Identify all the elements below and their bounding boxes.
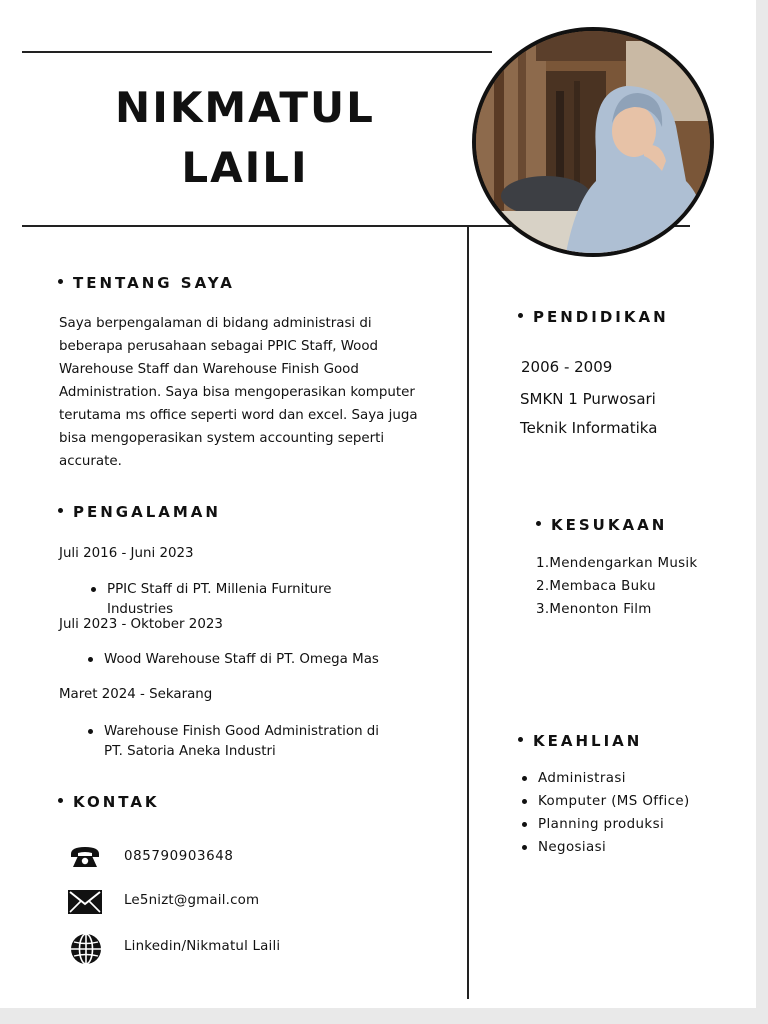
skill-text: Negosiasi <box>538 840 607 855</box>
education-title: PENDIDIKAN <box>533 308 669 326</box>
globe-icon <box>69 933 103 965</box>
list-bullet <box>88 729 93 734</box>
about-line: Saya berpengalaman di bidang administrasi di <box>59 316 372 331</box>
hobby-item: 3.Menonton Film <box>536 602 652 617</box>
heading-bullet <box>58 508 63 513</box>
education-school: SMKN 1 Purwosari <box>520 390 656 408</box>
hobby-item: 1.Mendengarkan Musik <box>536 556 698 571</box>
profile-photo <box>472 27 714 257</box>
role-line: PPIC Staff di PT. Millenia Furniture <box>107 582 332 597</box>
list-bullet <box>88 657 93 662</box>
heading-bullet <box>536 521 541 526</box>
heading-bullet <box>58 279 63 284</box>
linkedin-link[interactable]: Linkedin/Nikmatul Laili <box>124 939 281 954</box>
hobby-text: Menonton Film <box>549 602 652 617</box>
list-bullet <box>91 587 96 592</box>
about-heading <box>58 274 235 292</box>
about-title: TENTANG SAYA <box>73 274 235 292</box>
education-major: Teknik Informatika <box>520 419 658 437</box>
hobbies-heading <box>536 516 667 534</box>
list-bullet <box>522 845 527 850</box>
name-line-1: NIKMATUL <box>115 83 375 132</box>
contact-title: KONTAK <box>73 793 160 811</box>
skill-text: Komputer (MS Office) <box>538 794 690 809</box>
envelope-icon <box>68 888 102 916</box>
heading-bullet <box>58 798 63 803</box>
about-line: Warehouse Staff dan Warehouse Finish Good <box>59 362 359 377</box>
role-line: Warehouse Finish Good Administration di <box>104 724 380 739</box>
list-bullet <box>522 822 527 827</box>
skills-heading <box>518 732 642 750</box>
about-text <box>59 312 459 473</box>
skill-text: Planning produksi <box>538 817 665 832</box>
contact-heading <box>58 793 160 811</box>
experience-role <box>104 650 424 670</box>
experience-period: Juli 2016 - Juni 2023 <box>59 546 194 561</box>
skill-item <box>538 815 664 835</box>
top-divider <box>22 51 492 53</box>
skill-item <box>538 769 626 789</box>
about-line: bisa mengoperasikan system accounting seperti <box>59 431 385 446</box>
profile-photo-illustration <box>476 31 710 253</box>
experience-title: PENGALAMAN <box>73 503 221 521</box>
about-line: accurate. <box>59 454 122 469</box>
heading-bullet <box>518 313 523 318</box>
list-bullet <box>522 776 527 781</box>
list-bullet <box>522 799 527 804</box>
role-line: Industries <box>107 602 174 617</box>
hobbies-title: KESUKAAN <box>551 516 668 534</box>
role-line: Wood Warehouse Staff di PT. Omega Mas <box>104 652 379 667</box>
name-line-2: LAILI <box>181 143 309 192</box>
education-years: 2006 - 2009 <box>521 358 613 376</box>
skills-title: KEAHLIAN <box>533 732 643 750</box>
about-line: Administration. Saya bisa mengoperasikan komputer <box>59 385 415 400</box>
column-divider <box>467 226 469 999</box>
skill-text: Administrasi <box>538 771 626 786</box>
experience-period: Juli 2023 - Oktober 2023 <box>59 617 223 632</box>
hobby-item: 2.Membaca Buku <box>536 579 656 594</box>
about-line: beberapa perusahaan sebagai PPIC Staff, Wood <box>59 339 379 354</box>
email-address[interactable]: Le5nizt@gmail.com <box>124 893 260 908</box>
experience-role <box>107 580 407 620</box>
experience-period: Maret 2024 - Sekarang <box>59 687 213 702</box>
telephone-icon <box>68 843 102 871</box>
education-heading <box>518 308 669 326</box>
heading-bullet <box>518 737 523 742</box>
experience-role <box>104 722 424 762</box>
hobby-text: Mendengarkan Musik <box>549 556 698 571</box>
phone-number[interactable]: 085790903648 <box>124 849 234 864</box>
experience-heading <box>58 503 221 521</box>
skill-item <box>538 838 606 858</box>
about-line: terutama ms office seperti word dan excel. Saya juga <box>59 408 418 423</box>
skill-item <box>538 792 690 812</box>
hobby-text: Membaca Buku <box>549 579 656 594</box>
role-line: PT. Satoria Aneka Industri <box>104 744 276 759</box>
